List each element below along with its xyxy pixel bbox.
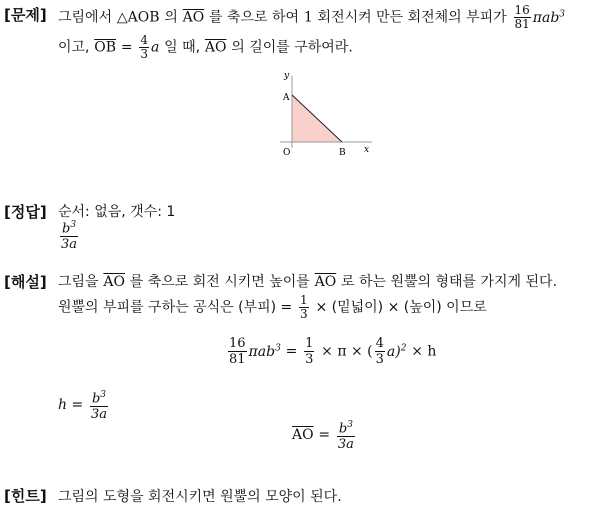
exponent: 2 xyxy=(400,342,407,353)
fraction-numerator: 1 xyxy=(300,293,308,307)
one-third-fraction xyxy=(304,336,314,367)
y-axis-label: y xyxy=(284,71,290,81)
fraction-denominator: 3 xyxy=(140,47,148,61)
fraction-denominator: 3 xyxy=(305,352,314,367)
fraction-denominator: 3a xyxy=(61,237,78,253)
four-thirds-fraction xyxy=(375,336,385,367)
x-axis-label: x xyxy=(364,145,370,155)
exponent: 3 xyxy=(275,342,281,353)
problem-text: 일 때, xyxy=(164,39,201,56)
fraction-numerator: 16 xyxy=(229,336,246,351)
point-o-label: O xyxy=(283,148,291,158)
explanation-text: 그림을 xyxy=(58,274,99,290)
equals-sign: = xyxy=(120,39,133,56)
segment-ao: $\overline{AO}$ xyxy=(204,39,227,56)
explanation-text: × (밑넓이) × (높이) 이므로 xyxy=(315,299,487,316)
equals-sign: = xyxy=(318,427,331,444)
volume-equation xyxy=(226,336,436,367)
fraction-numerator: 1 xyxy=(305,336,314,351)
one-third-fraction xyxy=(299,294,309,321)
problem-text: 그림에서 xyxy=(58,9,113,26)
point-a-label: A xyxy=(283,93,290,103)
fraction-denominator: 3a xyxy=(337,437,354,453)
fraction-denominator: 3a xyxy=(90,407,108,423)
volume-fraction xyxy=(514,4,531,31)
fraction-denominator: 81 xyxy=(514,17,530,31)
triangle-label: △AOB xyxy=(116,9,160,26)
volume-fraction xyxy=(228,336,247,367)
fraction-numerator xyxy=(91,388,107,406)
equation-operator: × π × ( xyxy=(321,343,373,360)
fraction-numerator: 16 xyxy=(514,3,530,17)
h-equation xyxy=(58,388,110,422)
ao-fraction xyxy=(337,418,355,452)
equation-operator: × h xyxy=(411,343,437,360)
hint-text: 그림의 도형을 회전시키면 원뿔의 모양이 된다. xyxy=(58,489,342,505)
answer-value xyxy=(58,218,80,252)
hint-label: [힌트] xyxy=(4,487,47,505)
answer-label: [정답] xyxy=(4,203,47,221)
fraction-denominator: 3 xyxy=(300,307,308,321)
exponent: 3 xyxy=(100,390,107,400)
explanation-text: 를 축으로 회전 시키면 높이를 xyxy=(129,274,310,290)
ao-equation xyxy=(292,418,357,452)
exponent: 3 xyxy=(559,8,566,19)
problem-text: 이고, xyxy=(58,39,90,56)
volume-term-base: πab xyxy=(532,9,560,26)
segment-ao: $\overline{AO}$ xyxy=(314,274,337,290)
equals-sign: = xyxy=(285,343,298,360)
triangle-diagram xyxy=(280,68,380,158)
fraction-numerator xyxy=(61,218,77,236)
fraction-denominator: 3 xyxy=(375,352,384,367)
problem-text: 회전시켜 만든 회전체의 부피가 xyxy=(317,9,507,26)
equation-term-base: a) xyxy=(386,343,401,360)
numerator-base: b xyxy=(61,221,71,237)
segment-ob: $\overline{OB}$ xyxy=(94,39,117,56)
problem-line-2 xyxy=(58,34,353,61)
problem-line-1 xyxy=(58,4,565,31)
triangle-figure xyxy=(280,68,380,158)
numerator-base: b xyxy=(338,421,348,437)
fraction-numerator: 4 xyxy=(375,336,384,351)
segment-ao: $\overline{AO}$ xyxy=(103,274,125,290)
problem-text: 의 xyxy=(164,9,178,26)
exponent: 3 xyxy=(347,420,353,430)
segment-ao: $\overline{AO}$ xyxy=(292,427,314,444)
rotation-count: 1 xyxy=(303,9,313,26)
explanation-label: [해설] xyxy=(4,273,47,291)
h-fraction xyxy=(90,388,108,422)
segment-ao: $\overline{AO}$ xyxy=(182,9,205,26)
h-label: h = xyxy=(58,397,84,414)
explanation-text: 원뿔의 부피를 구하는 공식은 (부피) = xyxy=(58,299,293,316)
explanation-text: 로 하는 원뿔의 형태를 가지게 된다. xyxy=(340,274,558,290)
numerator-base: b xyxy=(91,391,101,407)
volume-term xyxy=(249,344,281,360)
answer-line: 순서: 없음, 갯수: 1 xyxy=(58,204,176,220)
ob-variable: a xyxy=(150,39,160,56)
fraction-denominator: 81 xyxy=(229,352,246,367)
fraction-numerator: 4 xyxy=(140,33,148,47)
problem-text: 의 길이를 구하여라. xyxy=(231,39,353,56)
equation-term xyxy=(387,344,407,360)
answer-fraction xyxy=(60,218,78,252)
volume-term-base: πab xyxy=(248,343,276,360)
explanation-line-2 xyxy=(58,294,487,321)
fraction-numerator xyxy=(338,418,354,436)
problem-text: 를 축으로 하여 xyxy=(209,9,300,26)
volume-term xyxy=(533,10,565,26)
problem-label: [문제] xyxy=(4,6,47,24)
ob-fraction xyxy=(139,34,149,61)
point-b-label: B xyxy=(339,148,346,158)
explanation-line-1 xyxy=(58,271,557,291)
exponent: 3 xyxy=(70,220,77,230)
